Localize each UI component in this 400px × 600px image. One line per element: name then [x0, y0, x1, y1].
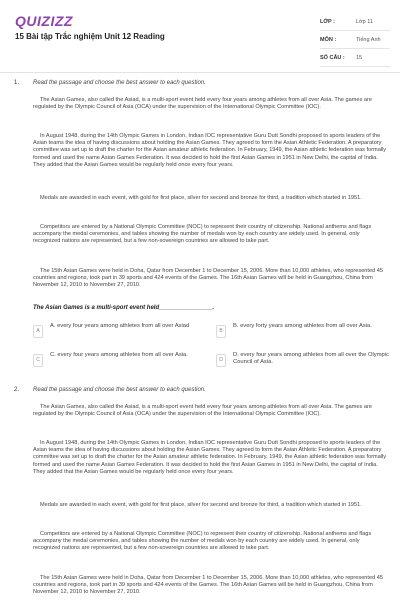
meta-row-count: [320, 49, 390, 67]
option-text: B. every forty years among athletes from all over Asia.: [233, 323, 372, 329]
option-letter-b: B: [216, 325, 226, 338]
passage-paragraph: Medals are awarded in each event, with gold for first place, silver for second and bronze for third, a tradition which started in 1951.: [40, 502, 362, 508]
option-letter-d: D: [216, 354, 226, 367]
option-letter-c: C: [33, 354, 43, 367]
passage-paragraph: In August 1948, during the 14th Olympic Games in London, Indian IOC representative Guru Dutt Sondhi proposed to sports leaders of the Asian teams the idea of having discussions about holding the Asian Games. They agreed to form the Asian Athletic Federation. A preparatory committee was set up to draft the charter for the Asian amateur athletic federation. In February, 1949, the Asian athletic federation was formally formed and used the name Asian Games Federation. It was decided to hold the first Asian Games in 1951 in New Delhi, the capital of India. They added that the Asian Games would be regularly held once every four years.: [33, 133, 387, 168]
answer-option-b[interactable]: [216, 323, 386, 343]
passage-paragraph: Medals are awarded in each event, with gold for first place, silver for second and bronze for third, a tradition which started in 1951.: [40, 195, 362, 201]
answer-option-d[interactable]: [216, 352, 389, 372]
passage-paragraph: Competitors are entered by a National Olympic Committee (NOC) to represent their country of citizenship. National anthems and flags accompany the medal ceremonies, and tables showing the number of medals won by each country are widely used. In general, only recognized nations are represented, but a few non-sovereign countries are allowed to take part.: [33, 224, 372, 245]
passage-paragraph: The 15th Asian Games were held in Doha, Qatar from December 1 to December 15, 2006. More than 10,000 athletes, who represented 45 countries and regions, took part in 39 sports and 424 events of the Games. The 16th Asian Games will be held in Guangzhou, China from November 12, 2010 to November 27, 2010.: [33, 575, 383, 596]
quizizz-logo: QUIZIZZ: [15, 13, 73, 29]
meta-key: LỚP :: [320, 18, 335, 25]
answer-option-a[interactable]: [33, 323, 203, 343]
worksheet-header: [0, 0, 400, 70]
passage-paragraph: The 15th Asian Games were held in Doha, Qatar from December 1 to December 15, 2006. More than 10,000 athletes, who represented 45 countries and regions, took part in 39 sports and 424 events of the Games. The 16th Asian Games will be held in Guangzhou, China from November 12, 2010 to November 27, 2010.: [33, 268, 383, 289]
answer-option-c[interactable]: [33, 352, 203, 372]
meta-value: Lớp 11: [356, 18, 373, 25]
header-divider: [0, 72, 400, 73]
option-letter-a: A: [33, 325, 43, 338]
option-text: D. every four years among athletes from all over the Olympic Council of Asia.: [233, 352, 389, 365]
meta-value: Tiếng Anh: [356, 36, 381, 43]
passage-paragraph: The Asian Games, also called the Asiad, is a multi-sport event held every four years among athletes from all over Asia. The games are regulated by the Olympic Council of Asia (OCA) under the supervision of the International Olympic Committee (IOC).: [33, 404, 372, 418]
meta-row-class: [320, 13, 390, 31]
option-text: C. every four years among athletes from all over Asia.: [50, 352, 188, 358]
meta-key: MÔN :: [320, 36, 337, 43]
passage-paragraph: Competitors are entered by a National Olympic Committee (NOC) to represent their country of citizenship. National anthems and flags accompany the medal ceremonies, and tables showing the number of medals won by each country are widely used. In general, only recognized nations are represented, but a few non-sovereign countries are allowed to take part.: [33, 531, 372, 552]
page-title: 15 Bài tập Trắc nghiệm Unit 12 Reading: [15, 32, 165, 41]
meta-value: 15: [356, 54, 363, 61]
meta-row-subject: [320, 31, 390, 49]
meta-table: [320, 13, 390, 67]
question-instruction: Read the passage and choose the best answer to each question.: [33, 387, 206, 393]
question-number: 1.: [14, 80, 20, 86]
passage-paragraph: The Asian Games, also called the Asiad, is a multi-sport event held every four years among athletes from all over Asia. The games are regulated by the Olympic Council of Asia (OCA) under the supervision of the International Olympic Committee (IOC).: [33, 97, 372, 111]
option-text: A. every four years among athletes from all over Asiad: [50, 323, 190, 329]
question-stem: The Asian Games is a multi-sport event held________________.: [33, 305, 215, 311]
question-instruction: Read the passage and choose the best answer to each question.: [33, 80, 206, 86]
question-number: 2.: [14, 387, 20, 393]
passage-paragraph: In August 1948, during the 14th Olympic Games in London, Indian IOC representative Guru Dutt Sondhi proposed to sports leaders of the Asian teams the idea of having discussions about holding the Asian Games. They agreed to form the Asian Athletic Federation. A preparatory committee was set up to draft the charter for the Asian amateur athletic federation. In February, 1949, the Asian athletic federation was formally formed and used the name Asian Games Federation. It was decided to hold the first Asian Games in 1951 in New Delhi, the capital of India. They added that the Asian Games would be regularly held once every four years.: [33, 440, 387, 475]
meta-key: SỐ CÂU :: [320, 54, 345, 61]
